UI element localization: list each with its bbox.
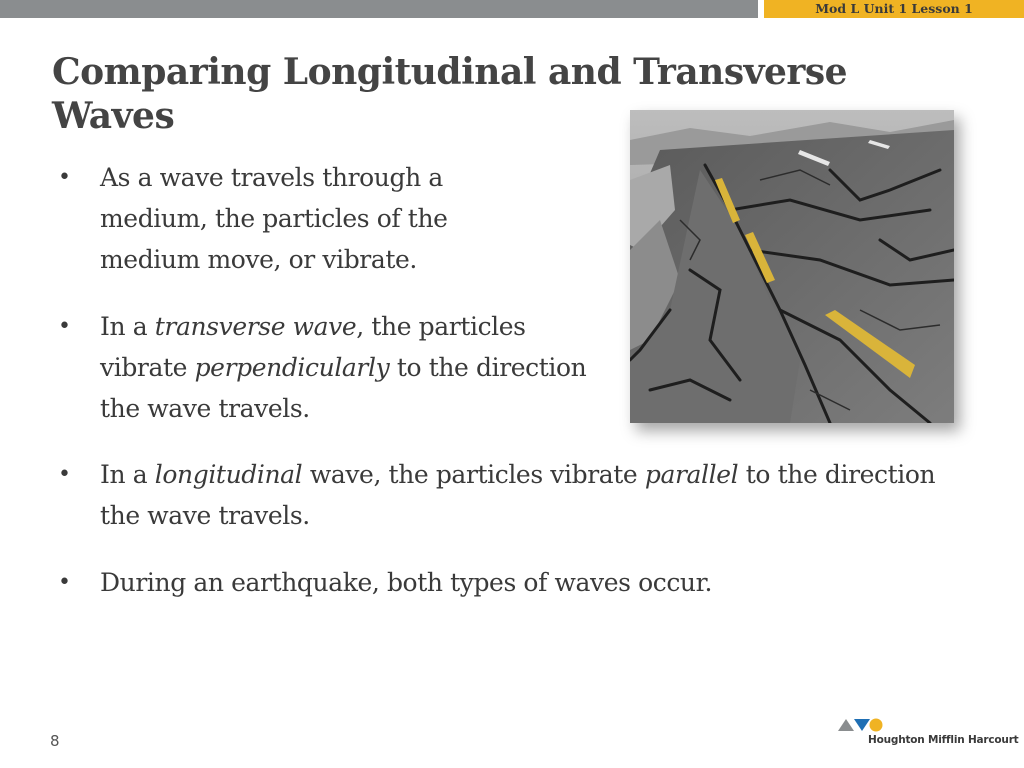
bullet-symbol: • xyxy=(58,462,71,487)
bullet-item xyxy=(58,562,960,603)
bullet-text-pre: In a xyxy=(100,460,155,489)
cracked-road-photo xyxy=(630,110,954,423)
module-tag: Mod L Unit 1 Lesson 1 xyxy=(764,0,1024,18)
emphasis-transverse-wave: transverse wave xyxy=(154,312,357,341)
emphasis-parallel: parallel xyxy=(644,460,739,489)
bullet-text: During an earthquake, both types of waves occur. xyxy=(100,568,712,597)
page-number: 8 xyxy=(50,732,60,750)
bullet-symbol: • xyxy=(58,314,71,339)
bullet-symbol: • xyxy=(58,570,71,595)
emphasis-perpendicularly: perpendicularly xyxy=(194,353,390,382)
slide-title: Comparing Longitudinal and Transverse Waves xyxy=(52,51,848,137)
bullet-text: As a wave travels through a medium, the particles of the medium move, or vibrate. xyxy=(100,163,448,274)
bullet-text-post: to the direction the wave travels. xyxy=(100,353,587,423)
bullet-text-mid: , the particles vibrate xyxy=(100,312,526,382)
bullet-item xyxy=(58,157,530,280)
bullet-text-post: to the direction the wave travels. xyxy=(100,460,936,530)
header-bar xyxy=(0,0,758,18)
bullet-item xyxy=(58,306,600,429)
bullet-text-pre: In a xyxy=(100,312,155,341)
bullet-text-mid: wave, the particles vibrate xyxy=(302,460,645,489)
bullet-item xyxy=(58,454,960,536)
publisher-name: Houghton Mifflin Harcourt xyxy=(868,734,1019,746)
bullet-symbol: • xyxy=(58,165,71,190)
emphasis-longitudinal: longitudinal xyxy=(154,460,303,489)
